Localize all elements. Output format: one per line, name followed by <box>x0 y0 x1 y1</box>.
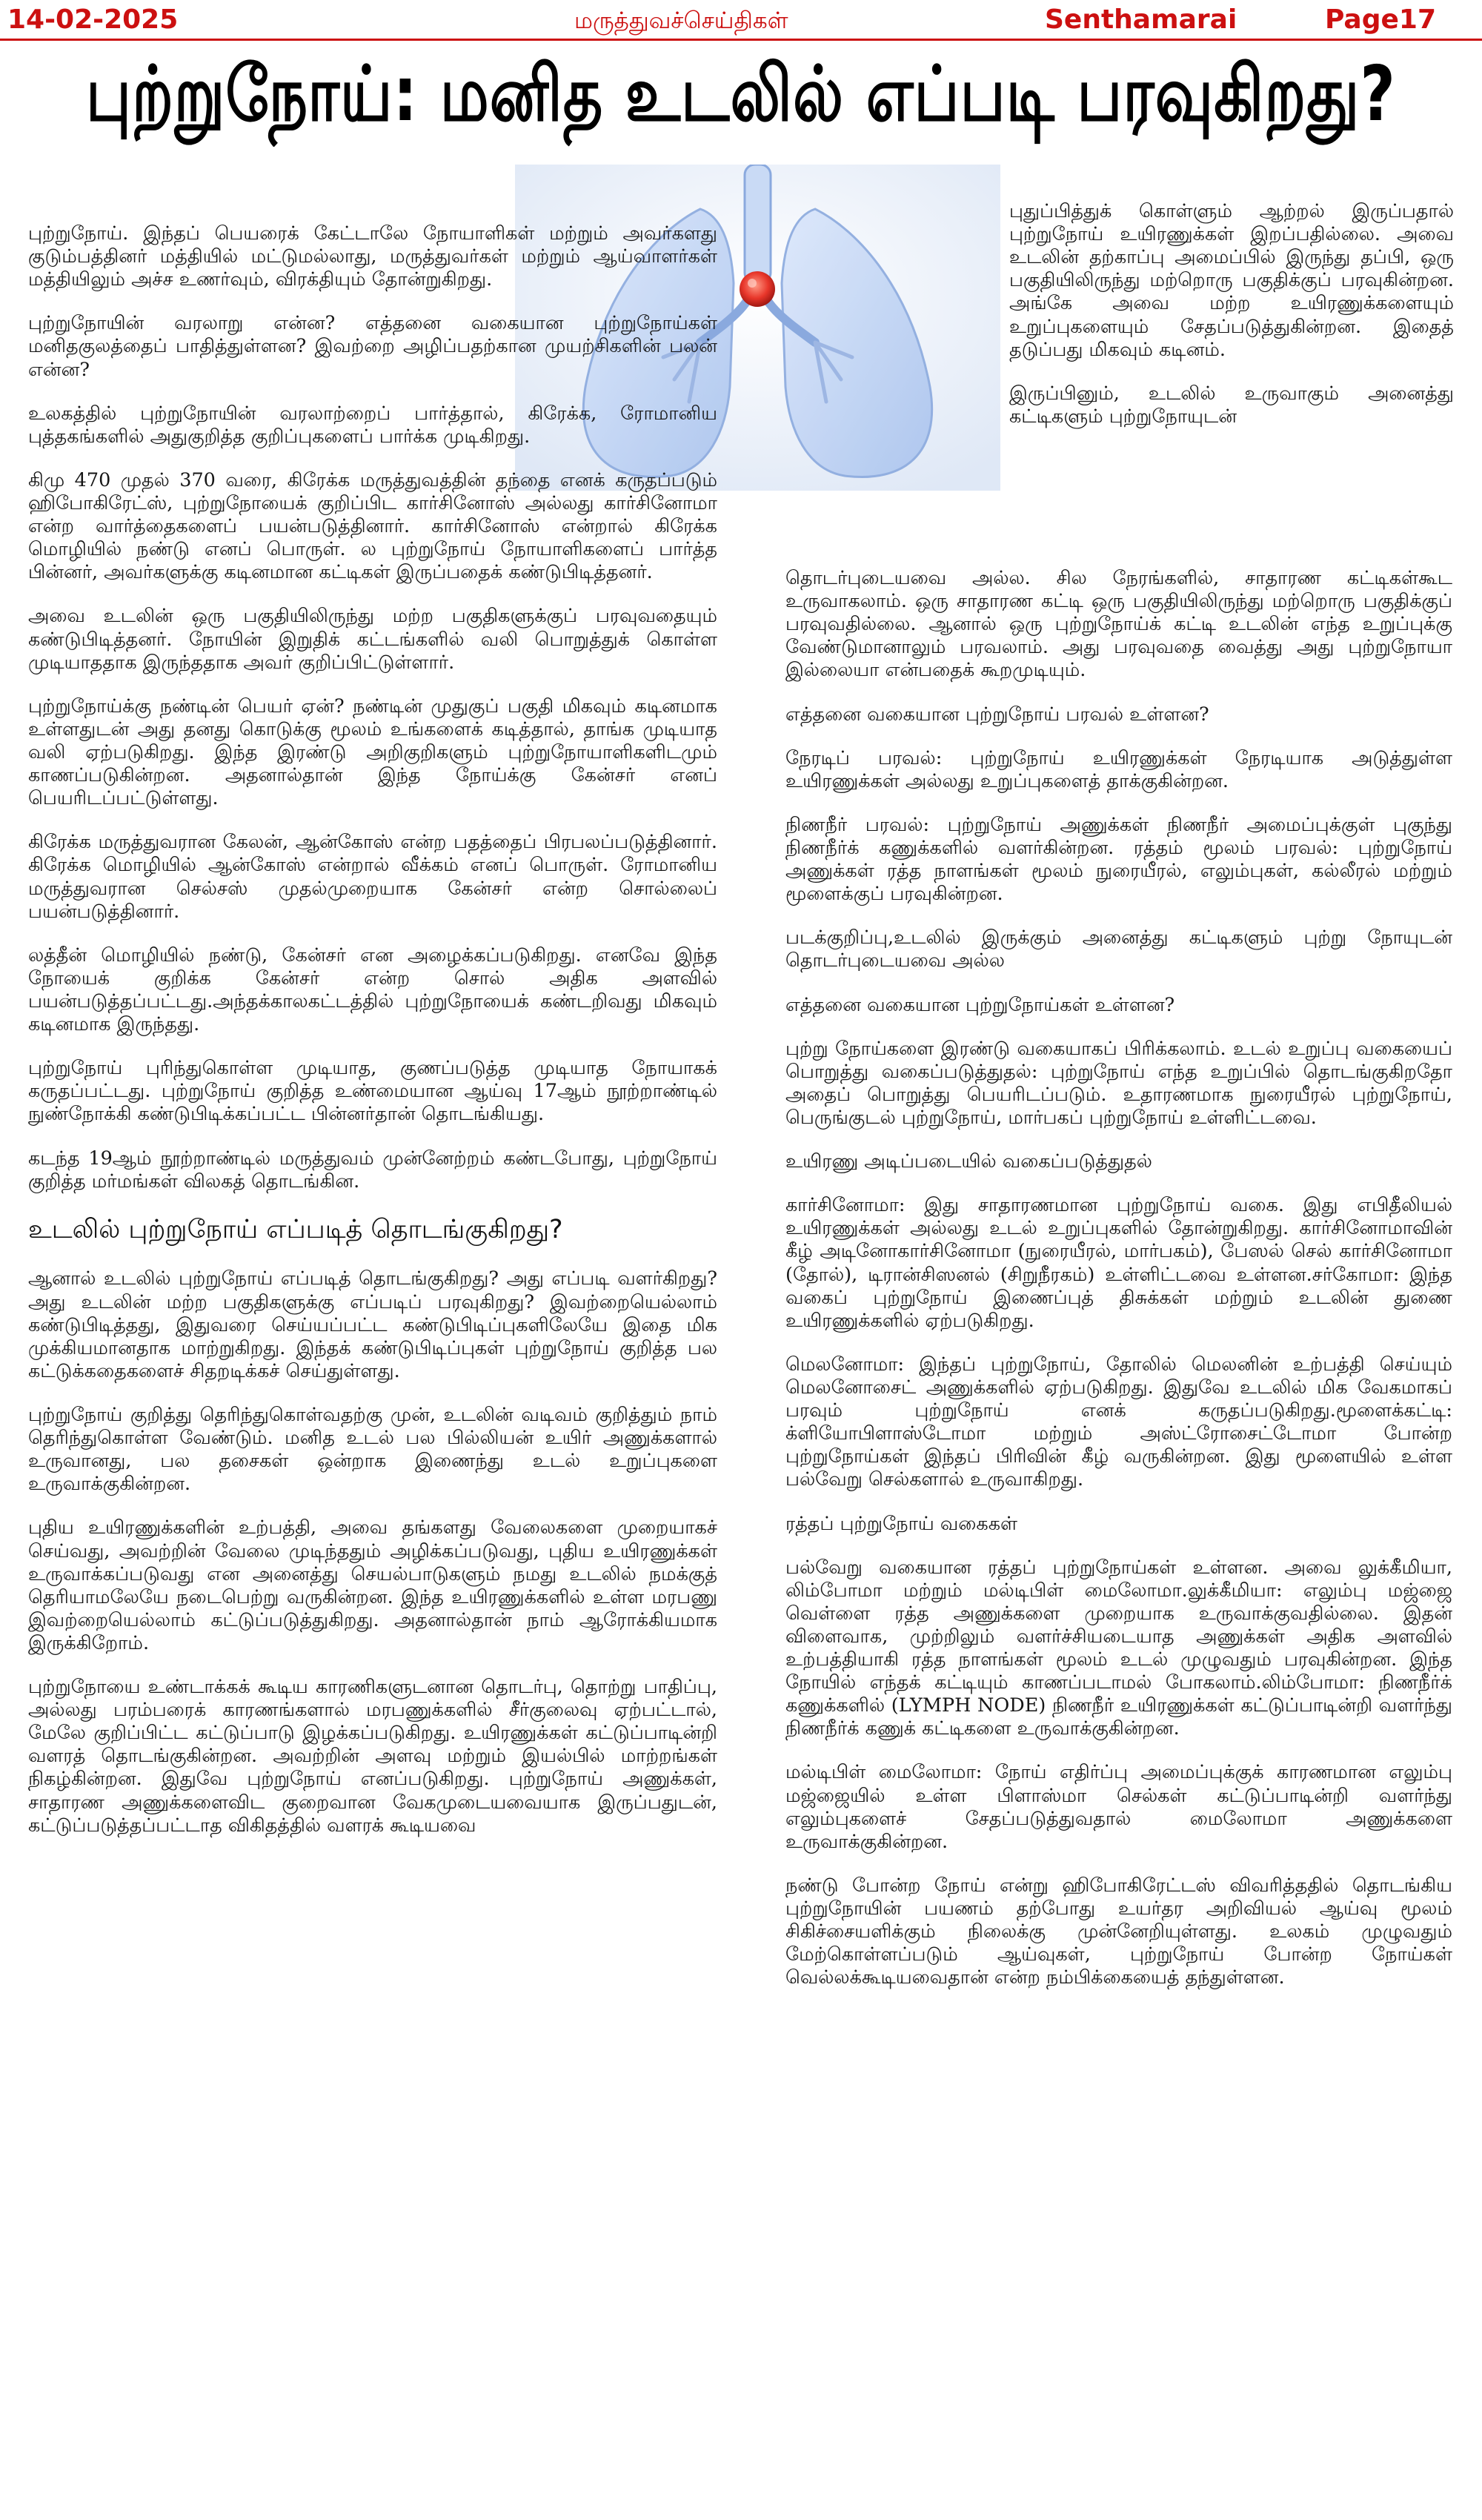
article-paragraph: புற்றுநோய். இந்தப் பெயரைக் கேட்டாலே நோயாளிகள் மற்றும் அவர்களது குடும்பத்தினர் மத்தியில் மட்டுமல்லாது, மருத்துவர்கள் மற்றும் ஆய்வாளர்கள் மத்தியிலும் அச்ச உணர்வும், விரக்தியும் தோன்றுகிறது. <box>28 222 717 291</box>
page-header <box>0 0 1482 39</box>
article-paragraph: லத்தீன் மொழியில் நண்டு, கேன்சர் என அழைக்கப்படுகிறது. எனவே இந்த நோயைக் குறிக்க கேன்சர் என்ற சொல் அதிக அளவில் பயன்படுத்தப்பட்டது.அந்தக்காலகட்டத்தில் புற்றுநோயைக் கண்டறிவது மிகவும் கடினமாக இருந்தது. <box>28 944 717 1036</box>
section-name: மருத்துவச்செய்திகள் <box>574 7 788 34</box>
article-paragraph: உலகத்தில் புற்றுநோயின் வரலாற்றைப் பார்த்தால், கிரேக்க, ரோமானிய புத்தகங்களில் அதுகுறித்த குறிப்புகளைப் பார்க்க முடிகிறது. <box>28 402 717 448</box>
header-rule <box>0 39 1482 41</box>
article-paragraph: புற்று நோய்களை இரண்டு வகையாகப் பிரிக்கலாம். உடல் உறுப்பு வகையைப் பொறுத்து வகைப்படுத்துதல்: புற்றுநோய் எந்த உறுப்பில் தொடங்குகிறதோ அதைப் பொறுத்து பெயரிடப்படும். உதாரணமாக நுரையீரல் புற்றுநோய், பெருங்குடல் புற்றுநோய், மார்பகப் புற்றுநோய் உள்ளிட்டவை. <box>785 1037 1452 1129</box>
question-heading: ரத்தப் புற்றுநோய் வகைகள் <box>785 1512 1018 1535</box>
article-paragraph: நிணநீர் பரவல்: புற்றுநோய் அணுக்கள் நிணநீர் அமைப்புக்குள் புகுந்து நிணநீர்க் கணுக்களில் வளர்கின்றன. ரத்தம் மூலம் பரவல்: புற்றுநோய் அணுக்கள் ரத்த நாளங்கள் மூலம் நுரையீரல், எலும்புகள், கல்லீரல் மற்றும் மூளைக்குப் பரவுகின்றன. <box>785 813 1452 906</box>
article-paragraph: புற்றுநோய் குறித்து தெரிந்துகொள்வதற்கு முன், உடலின் வடிவம் குறித்தும் நாம் தெரிந்துகொள்ள வேண்டும். மனித உடல் பல பில்லியன் உயிர் அணுக்களால் உருவானது, பல தசைகள் ஒன்றாக இணைந்து உடல் உறுப்புகளை உருவாக்குகின்றன. <box>28 1403 717 1496</box>
article-paragraph: நேரடிப் பரவல்: புற்றுநோய் உயிரணுக்கள் நேரடியாக அடுத்துள்ள உயிரணுக்கள் அல்லது உறுப்புகளைத் தாக்குகின்றன. <box>785 746 1452 792</box>
article-paragraph: ஆனால் உடலில் புற்றுநோய் எப்படித் தொடங்குகிறது? அது எப்படி வளர்கிறது? அது உடலின் மற்ற பகுதிகளுக்கு எப்படிப் பரவுகிறது? இவற்றையெல்லாம் கண்டுபிடித்தது, இதுவரை செய்யப்பட்ட கண்டுபிடிப்புகளிலேயே இதை மிக முக்கியமானதாக மாற்றுகிறது. இந்தக் கண்டுபிடிப்புகள் புற்றுநோய் குறித்த பல கட்டுக்கதைகளைச் சிதறடிக்கச் செய்துள்ளது. <box>28 1267 717 1382</box>
article-paragraph: பல்வேறு வகையான ரத்தப் புற்றுநோய்கள் உள்ளன. அவை லுக்கீமியா, லிம்போமா மற்றும் மல்டிபிள் மைலோமா.லுக்கீமியா: எலும்பு மஜ்ஜை வெள்ளை ரத்த அணுக்களை முறையாக உருவாக்குவதில்லை. இதன் விளைவாக, முற்றிலும் வளர்ச்சியடையாத அணுக்கள் அதிக அளவில் உற்பத்தியாகி ரத்த நாளங்கள் மூலம் உடல் முழுவதும் பரவுகின்றன. இந்த நோயில் எந்தக் கட்டியும் காணப்படாமல் போகலாம்.லிம்போமா: நிணநீர்க் கணுக்களில் (LYMPH NODE) நிணநீர் உயிரணுக்கள் கட்டுப்பாடின்றி வளர்ந்து நிணநீர்க் கணுக் கட்டிகளை உருவாக்குகின்றன. <box>785 1556 1452 1740</box>
question-heading: உயிரணு அடிப்படையில் வகைப்படுத்துதல் <box>785 1150 1152 1173</box>
article-paragraph: கார்சினோமா: இது சாதாரணமான புற்றுநோய் வகை. இது எபிதீலியல் உயிரணுக்கள் அல்லது உடல் உறுப்புகளில் தோன்றுகிறது. கார்சினோமாவின் கீழ் அடினோகார்சினோமா (நுரையீரல், மார்பகம்), பேஸல் செல் கார்சினோமா (தோல்), டிரான்சிஸனல் (சிறுநீரகம்) உள்ளிட்டவை உள்ளன.சர்கோமா: இந்த வகைப் புற்றுநோய் இணைப்புத் திசுக்கள் மற்றும் உடலின் துணை உயிரணுக்களில் ஏற்படுகிறது. <box>785 1194 1452 1332</box>
left-column <box>28 222 717 1858</box>
article-paragraph: கிமு 470 முதல் 370 வரை, கிரேக்க மருத்துவத்தின் தந்தை எனக் கருதப்படும் ஹிபோகிரேட்ஸ், புற்றுநோயைக் குறிப்பிட கார்சினோஸ் அல்லது கார்சினோமா என்ற வார்த்தைகளைப் பயன்படுத்தினார். கார்சினோஸ் என்றால் கிரேக்க மொழியில் நண்டு எனப் பொருள். ல புற்றுநோய் நோயாளிகளைப் பார்த்த பின்னர், அவர்களுக்கு கடினமான கட்டிகள் இருப்பதைக் கண்டுபிடித்தனர். <box>28 468 717 584</box>
article-paragraph: அவை உடலின் ஒரு பகுதியிலிருந்து மற்ற பகுதிகளுக்குப் பரவுவதையும் கண்டுபிடித்தனர். நோயின் இறுதிக் கட்டங்களில் வலி பொறுத்துக் கொள்ள முடியாததாக இருந்ததாக அவர் குறிப்பிட்டுள்ளார். <box>28 605 717 674</box>
article-paragraph: இருப்பினும், உடலில் உருவாகும் அனைத்து கட்டிகளும் புற்றுநோயுடன் <box>1009 382 1454 428</box>
image-caption: படக்குறிப்பு,உடலில் இருக்கும் அனைத்து கட்டிகளும் புற்று நோயுடன் தொடர்புடையவை அல்ல <box>785 926 1452 972</box>
article-paragraph: புதிய உயிரணுக்களின் உற்பத்தி, அவை தங்களது வேலைகளை முறையாகச் செய்வது, அவற்றின் வேலை முடிந்ததும் அழிக்கப்படுவது, புதிய உயிரணுக்கள் உருவாக்கப்படுவது என அனைத்து செயல்பாடுகளும் நமது உடலில் நமக்குத் தெரியாமலேயே நடைபெற்று வருகின்றன. இந்த உயிரணுக்களில் உள்ள மரபணு இவற்றையெல்லாம் கட்டுப்படுத்துகிறது. அதனால்தான் நாம் ஆரோக்கியமாக இருக்கிறோம். <box>28 1516 717 1654</box>
article-paragraph: புற்றுநோயின் வரலாறு என்ன? எத்தனை வகையான புற்றுநோய்கள் மனிதகுலத்தைப் பாதித்துள்ளன? இவற்றை அழிப்பதற்கான முயற்சிகளின் பலன் என்ன? <box>28 312 717 381</box>
article-paragraph: கிரேக்க மருத்துவரான கேலன், ஆன்கோஸ் என்ற பதத்தைப் பிரபலப்படுத்தினார். கிரேக்க மொழியில் ஆன்கோஸ் என்றால் வீக்கம் எனப் பொருள். ரோமானிய மருத்துவரான செல்சஸ் முதல்முறையாக கேன்சர் என்ற சொல்லைப் பயன்படுத்தினார். <box>28 831 717 923</box>
article-paragraph: மல்டிபிள் மைலோமா: நோய் எதிர்ப்பு அமைப்புக்குக் காரணமான எலும்பு மஜ்ஜையில் உள்ள பிளாஸ்மா செல்கள் கட்டுப்பாடின்றி வளர்ந்து எலும்புகளைச் சேதப்படுத்துவதால் மைலோமா அணுக்களை உருவாக்குகின்றன. <box>785 1761 1452 1853</box>
article-headline: புற்றுநோய்: மனித உடலில் எப்படி பரவுகிறது? <box>86 50 1396 139</box>
article-paragraph: புற்றுநோய்க்கு நண்டின் பெயர் ஏன்? நண்டின் முதுகுப் பகுதி மிகவும் கடினமாக உள்ளதுடன் அது தனது கொடுக்கு மூலம் உங்களைக் கடித்தால், தாங்க முடியாத வலி ஏற்படுகிறது. இந்த இரண்டு அறிகுறிகளும் புற்றுநோயாளிகளிடமும் காணப்படுகின்றன. அதனால்தான் இந்த நோய்க்கு கேன்சர் எனப் பெயரிடப்பட்டுள்ளது. <box>28 694 717 810</box>
publication-name: Senthamarai <box>1045 4 1237 35</box>
article-paragraph: மெலனோமா: இந்தப் புற்றுநோய், தோலில் மெலனின் உற்பத்தி செய்யும் மெலனோசைட் அணுக்களில் ஏற்படுகிறது. இதுவே உடலில் மிக வேகமாகப் பரவும் புற்றுநோய் எனக் கருதப்படுகிறது.மூளைக்கட்டி: க்ளியோபிளாஸ்டோமா மற்றும் அஸ்ட்ரோசைட்டோமா போன்ற புற்றுநோய்கள் இந்தப் பிரிவின் கீழ் வருகின்றன. இது மூளையில் உள்ள பல்வேறு செல்களால் உருவாகிறது. <box>785 1353 1452 1491</box>
section-subheading: உடலில் புற்றுநோய் எப்படித் தொடங்குகிறது? <box>28 1214 563 1244</box>
article-paragraph: நண்டு போன்ற நோய் என்று ஹிபோகிரேட்டஸ் விவரித்ததில் தொடங்கிய புற்றுநோயின் பயணம் தற்போது உயர்தர அறிவியல் ஆய்வு மூலம் சிகிச்சையளிக்கும் நிலைக்கு முன்னேறியுள்ளது. உலகம் முழுவதும் மேற்கொள்ளப்படும் ஆய்வுகள், புற்றுநோய் போன்ற நோய்கள் வெல்லக்கூடியவைதான் என்ற நம்பிக்கையைத் தந்துள்ளன. <box>785 1874 1452 1989</box>
right-column <box>785 567 1452 2010</box>
article-paragraph: புற்றுநோயை உண்டாக்கக் கூடிய காரணிகளுடனான தொடர்பு, தொற்று பாதிப்பு, அல்லது பரம்பரைக் காரணங்களால் மரபணுக்களில் சீர்குலைவு ஏற்பட்டால், மேலே குறிப்பிட்ட கட்டுப்பாடு இழக்கப்படுகிறது. உயிரணுக்கள் கட்டுப்பாடின்றி வளரத் தொடங்குகின்றன. அவற்றின் அளவு மற்றும் இயல்பில் மாற்றங்கள் நிகழ்கின்றன. இதுவே புற்றுநோய் எனப்படுகிறது. புற்றுநோய் அணுக்கள், சாதாரண அணுக்களைவிட குறைவான வேகமுடையவையாக இருப்பதுடன், கட்டுப்படுத்தப்பட்டாத விகிதத்தில் வளரக் கூடியவை <box>28 1676 717 1837</box>
article-paragraph: தொடர்புடையவை அல்ல. சில நேரங்களில், சாதாரண கட்டிகள்கூட உருவாகலாம். ஒரு சாதாரண கட்டி ஒரு பகுதியிலிருந்து மற்றொரு பகுதிக்குப் பரவுவதில்லை. ஆனால் ஒரு புற்றுநோய்க் கட்டி உடலின் எந்த உறுப்புக்கு வேண்டுமானாலும் பரவலாம். அது பரவுவதை வைத்து அது புற்றுநோயா இல்லையா என்பதைக் கூறமுடியும். <box>785 567 1452 682</box>
issue-date: 14-02-2025 <box>7 4 179 35</box>
question-heading: எத்தனை வகையான புற்றுநோய் பரவல் உள்ளன? <box>785 703 1209 726</box>
article-paragraph: புதுப்பித்துக் கொள்ளும் ஆற்றல் இருப்பதால் புற்றுநோய் உயிரணுக்கள் இறப்பதில்லை. அவை உடலின் தற்காப்பு அமைப்பில் இருந்து தப்பி, ஒரு பகுதியிலிருந்து மற்றொரு பகுதிக்குப் பரவுகின்றன. அங்கே அவை மற்ற உயிரணுக்களையும் உறுப்புகளையும் சேதப்படுத்துகின்றன. இதைத் தடுப்பது மிகவும் கடினம். <box>1009 200 1454 361</box>
question-heading: எத்தனை வகையான புற்றுநோய்கள் உள்ளன? <box>785 993 1175 1016</box>
right-top-column <box>1009 200 1454 428</box>
article-paragraph: கடந்த 19ஆம் நூற்றாண்டில் மருத்துவம் முன்னேற்றம் கண்டபோது, புற்றுநோய் குறித்த மர்மங்கள் விலகத் தொடங்கின. <box>28 1147 717 1193</box>
page-number: Page17 <box>1325 4 1436 35</box>
article-paragraph: புற்றுநோய் புரிந்துகொள்ள முடியாத, குணப்படுத்த முடியாத நோயாகக் கருதப்பட்டது. புற்றுநோய் குறித்த உண்மையான ஆய்வு 17ஆம் நூற்றாண்டில் நுண்நோக்கி கண்டுபிடிக்கப்பட்ட பின்னர்தான் தொடங்கியது. <box>28 1057 717 1126</box>
